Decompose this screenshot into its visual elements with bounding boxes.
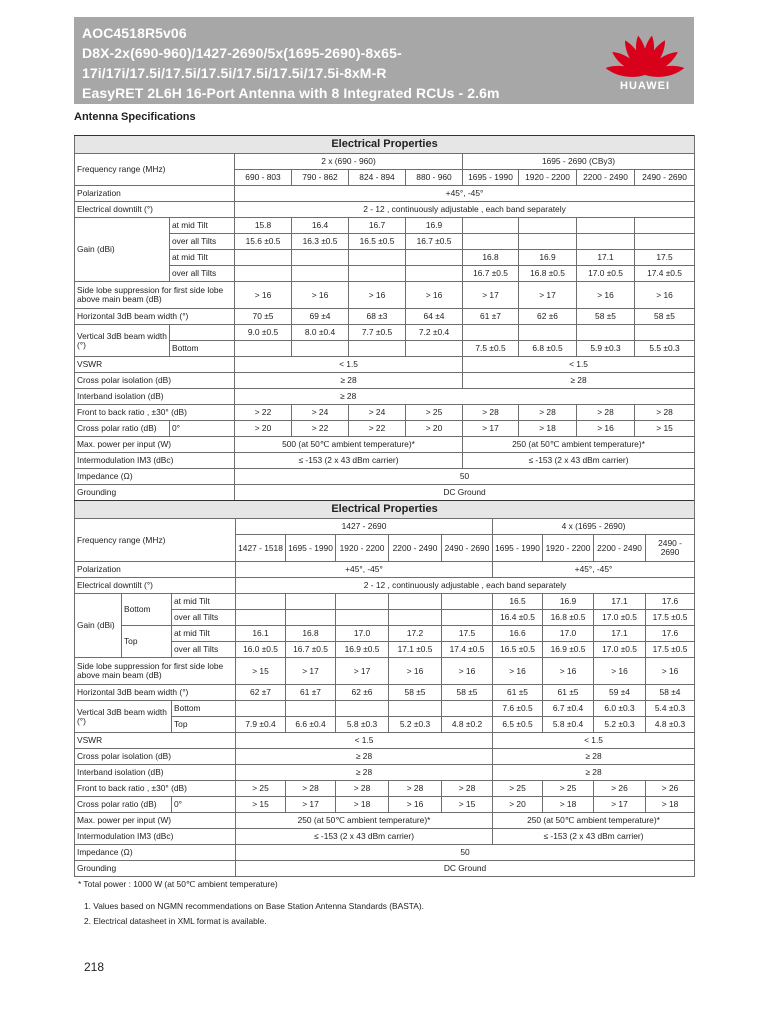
cell: > 16	[493, 658, 543, 685]
band-header: 2490 - 2690	[646, 535, 695, 562]
cell: 16.9	[519, 250, 577, 266]
cell: > 16	[646, 658, 695, 685]
cell: 16.7	[349, 218, 406, 234]
impedance-label: Impedance (Ω)	[75, 845, 236, 861]
cell: > 17	[463, 421, 519, 437]
band-header: 2490 - 2690	[442, 535, 493, 562]
cell: > 16	[406, 282, 463, 309]
cell: 17.1	[594, 626, 646, 642]
band-header: 2490 - 2690	[635, 170, 695, 186]
cell: 50	[235, 469, 695, 485]
band-header: 1920 - 2200	[543, 535, 594, 562]
total-power-footnote: * Total power : 1000 W (at 50℃ ambient temperature)	[78, 879, 278, 889]
cell: > 18	[519, 421, 577, 437]
gain-all-tilts-label: over all Tilts	[170, 266, 235, 282]
cell: 58 ±5	[577, 309, 635, 325]
impedance-label: Impedance (Ω)	[75, 469, 235, 485]
band-header: 1427 - 1518	[236, 535, 286, 562]
grounding-label: Grounding	[75, 485, 235, 501]
cell: 2 - 12 , continuously adjustable , each band separately	[236, 578, 695, 594]
cell: 58 ±5	[635, 309, 695, 325]
cell	[336, 610, 389, 626]
cell: 17.1 ±0.5	[389, 642, 442, 658]
cell: 17.6	[646, 594, 695, 610]
cell: > 16	[442, 658, 493, 685]
cell: ≥ 28	[493, 749, 695, 765]
cell: 17.5	[442, 626, 493, 642]
cell	[292, 250, 349, 266]
cell	[406, 266, 463, 282]
cell: 6.6 ±0.4	[286, 717, 336, 733]
cell: > 17	[336, 658, 389, 685]
polarization-label: Polarization	[75, 186, 235, 202]
cell: ≤ -153 (2 x 43 dBm carrier)	[235, 453, 463, 469]
freq-label: Frequency range (MHz)	[75, 154, 235, 186]
cell	[235, 341, 292, 357]
vbw-bottom-label: Bottom	[172, 701, 236, 717]
band-header: 2200 - 2490	[577, 170, 635, 186]
cell	[635, 218, 695, 234]
cell: > 15	[635, 421, 695, 437]
cell: 500 (at 50℃ ambient temperature)*	[235, 437, 463, 453]
cell	[349, 341, 406, 357]
cell: +45°, -45°	[236, 562, 493, 578]
cell: > 28	[519, 405, 577, 421]
polarization-value: +45°, -45°	[235, 186, 695, 202]
cell: 5.8 ±0.4	[543, 717, 594, 733]
band-header: 1695 - 1990	[493, 535, 543, 562]
cell: 5.9 ±0.3	[577, 341, 635, 357]
brand-wordmark: HUAWEI	[620, 80, 670, 92]
cell: 16.8 ±0.5	[519, 266, 577, 282]
vbw-top-label: Top	[172, 717, 236, 733]
cross-polar-isolation-label: Cross polar isolation (dB)	[75, 373, 235, 389]
cell: 250 (at 50℃ ambient temperature)*	[463, 437, 695, 453]
section-title: Antenna Specifications	[74, 111, 196, 123]
cell: 16.9	[543, 594, 594, 610]
cell: ≥ 28	[236, 749, 493, 765]
cell: 16.9 ±0.5	[543, 642, 594, 658]
vbw-label: Vertical 3dB beam width (°)	[75, 701, 172, 733]
vswr-label: VSWR	[75, 733, 236, 749]
cell	[519, 325, 577, 341]
band-header: 1695 - 1990	[463, 170, 519, 186]
cell	[635, 325, 695, 341]
band-group-b: 4 x (1695 - 2690)	[493, 519, 695, 535]
cell	[577, 218, 635, 234]
gain-label: Gain (dBi)	[75, 218, 170, 282]
cell	[463, 218, 519, 234]
cell	[389, 594, 442, 610]
cell: 7.5 ±0.5	[463, 341, 519, 357]
cell	[519, 218, 577, 234]
cell: 5.2 ±0.3	[389, 717, 442, 733]
cell: 0°	[170, 421, 235, 437]
page-number: 218	[84, 960, 105, 974]
gain-all-tilts-label: over all Tilts	[172, 642, 236, 658]
cell: ≤ -153 (2 x 43 dBm carrier)	[493, 829, 695, 845]
cell: > 22	[292, 421, 349, 437]
cross-polar-isolation-label: Cross polar isolation (dB)	[75, 749, 236, 765]
cell: > 25	[543, 781, 594, 797]
gain-mid-tilt-label: at mid Tilt	[172, 626, 236, 642]
cell: > 16	[389, 797, 442, 813]
cell: 16.4 ±0.5	[493, 610, 543, 626]
huawei-petals-icon	[602, 31, 688, 79]
cell: ≥ 28	[235, 389, 695, 405]
gain-all-tilts-label: over all Tilts	[170, 234, 235, 250]
cell	[463, 234, 519, 250]
cell: 15.6 ±0.5	[235, 234, 292, 250]
cell	[235, 250, 292, 266]
cell: 17.0 ±0.5	[577, 266, 635, 282]
cell: 58 ±5	[442, 685, 493, 701]
max-power-label: Max. power per input (W)	[75, 813, 236, 829]
cell: 61 ±5	[493, 685, 543, 701]
cell	[236, 594, 286, 610]
cell	[349, 266, 406, 282]
cell: 16.4	[292, 218, 349, 234]
cell: 250 (at 50℃ ambient temperature)*	[236, 813, 493, 829]
gain-all-tilts-label: over all Tilts	[172, 610, 236, 626]
cell: 16.7 ±0.5	[286, 642, 336, 658]
cell: > 16	[635, 282, 695, 309]
vswr-label: VSWR	[75, 357, 235, 373]
interband-isolation-label: Interband isolation (dB)	[75, 765, 236, 781]
hbw-label: Horizontal 3dB beam width (°)	[75, 309, 235, 325]
gain-mid-tilt-label: at mid Tilt	[170, 250, 235, 266]
front-to-back-label: Front to back ratio , ±30° (dB)	[75, 781, 236, 797]
cell: 16.8	[286, 626, 336, 642]
cell: 16.5 ±0.5	[349, 234, 406, 250]
cell: > 16	[389, 658, 442, 685]
cell: > 15	[442, 797, 493, 813]
hbw-label: Horizontal 3dB beam width (°)	[75, 685, 236, 701]
gain-bottom-label: Bottom	[122, 594, 172, 626]
cell: > 17	[286, 797, 336, 813]
cell: 5.8 ±0.3	[336, 717, 389, 733]
cell: 16.9	[406, 218, 463, 234]
band-header: 1920 - 2200	[336, 535, 389, 562]
cell: 16.5	[493, 594, 543, 610]
cell	[286, 610, 336, 626]
gain-mid-tilt-label: at mid Tilt	[172, 594, 236, 610]
cell: > 25	[236, 781, 286, 797]
cell: 17.0	[336, 626, 389, 642]
cell: 61 ±7	[463, 309, 519, 325]
cell: > 18	[336, 797, 389, 813]
cell: > 16	[349, 282, 406, 309]
cell	[519, 234, 577, 250]
im3-label: Intermodulation IM3 (dBc)	[75, 453, 235, 469]
cell: > 18	[543, 797, 594, 813]
cell: ≤ -153 (2 x 43 dBm carrier)	[236, 829, 493, 845]
cell: > 28	[577, 405, 635, 421]
freq-label: Frequency range (MHz)	[75, 519, 236, 562]
grounding-label: Grounding	[75, 861, 236, 877]
cell	[463, 325, 519, 341]
cell: 6.0 ±0.3	[594, 701, 646, 717]
cell: ≥ 28	[463, 373, 695, 389]
cell	[406, 250, 463, 266]
cell: 16.6	[493, 626, 543, 642]
huawei-logo	[602, 31, 688, 93]
cell: 5.5 ±0.3	[635, 341, 695, 357]
cell: 17.5 ±0.5	[646, 610, 695, 626]
cell: > 28	[463, 405, 519, 421]
cell: 0°	[172, 797, 236, 813]
cell: 61 ±7	[286, 685, 336, 701]
cell: > 17	[594, 797, 646, 813]
cell	[349, 250, 406, 266]
electrical-properties-table-2	[74, 500, 695, 877]
band-header: 690 - 803	[235, 170, 292, 186]
cell: > 28	[286, 781, 336, 797]
cell: < 1.5	[235, 357, 463, 373]
cell: 64 ±4	[406, 309, 463, 325]
cell	[292, 341, 349, 357]
cell	[336, 701, 389, 717]
cell: > 15	[236, 797, 286, 813]
band-header: 880 - 960	[406, 170, 463, 186]
cell: 68 ±3	[349, 309, 406, 325]
cell: > 28	[336, 781, 389, 797]
cell: 7.7 ±0.5	[349, 325, 406, 341]
table-title: Electrical Properties	[75, 501, 695, 519]
cell: 8.0 ±0.4	[292, 325, 349, 341]
polarization-label: Polarization	[75, 562, 236, 578]
cell: 7.9 ±0.4	[236, 717, 286, 733]
cell: > 20	[235, 421, 292, 437]
cell: > 24	[349, 405, 406, 421]
cell	[336, 594, 389, 610]
cell: > 15	[236, 658, 286, 685]
cell	[389, 701, 442, 717]
cell: DC Ground	[235, 485, 695, 501]
cell: > 16	[577, 282, 635, 309]
cell: 62 ±7	[236, 685, 286, 701]
cell: 6.8 ±0.5	[519, 341, 577, 357]
cell: 16.0 ±0.5	[236, 642, 286, 658]
cell: DC Ground	[236, 861, 695, 877]
cell: 62 ±6	[519, 309, 577, 325]
cell: 17.0 ±0.5	[594, 610, 646, 626]
cell: 62 ±6	[336, 685, 389, 701]
cell: > 25	[406, 405, 463, 421]
cell	[236, 701, 286, 717]
cell: > 20	[493, 797, 543, 813]
cell	[406, 341, 463, 357]
band-group-a: 2 x (690 - 960)	[235, 154, 463, 170]
model-number: AOC4518R5v06	[82, 25, 187, 41]
cross-polar-ratio-label: Cross polar ratio (dB)	[75, 421, 170, 437]
band-header: 790 - 862	[292, 170, 349, 186]
cell	[235, 266, 292, 282]
cell: 17.6	[646, 626, 695, 642]
band-group-b: 1695 - 2690 (CBy3)	[463, 154, 695, 170]
band-group-a: 1427 - 2690	[236, 519, 493, 535]
cell: > 16	[292, 282, 349, 309]
cell: 7.2 ±0.4	[406, 325, 463, 341]
cell: 7.6 ±0.5	[493, 701, 543, 717]
cell: +45°, -45°	[493, 562, 695, 578]
cell: > 18	[646, 797, 695, 813]
cell: > 28	[442, 781, 493, 797]
vbw-bottom-label: Bottom	[170, 341, 235, 357]
cell: 250 (at 50℃ ambient temperature)*	[493, 813, 695, 829]
sidelobe-label: Side lobe suppression for first side lobe above main beam (dB)	[75, 658, 236, 685]
cell: ≤ -153 (2 x 43 dBm carrier)	[463, 453, 695, 469]
cell: > 26	[646, 781, 695, 797]
band-header: 1695 - 1990	[286, 535, 336, 562]
max-power-label: Max. power per input (W)	[75, 437, 235, 453]
cell: < 1.5	[493, 733, 695, 749]
cross-polar-ratio-label: Cross polar ratio (dB)	[75, 797, 172, 813]
cell: > 17	[463, 282, 519, 309]
model-spec-line-2: 17i/17i/17.5i/17.5i/17.5i/17.5i/17.5i/17.5i-8xM-R	[82, 65, 387, 81]
band-header: 2200 - 2490	[389, 535, 442, 562]
interband-isolation-label: Interband isolation (dB)	[75, 389, 235, 405]
cell: > 28	[635, 405, 695, 421]
cell: 9.0 ±0.5	[235, 325, 292, 341]
product-description: EasyRET 2L6H 16-Port Antenna with 8 Integrated RCUs - 2.6m	[82, 85, 500, 101]
cell: > 25	[493, 781, 543, 797]
cell: 59 ±4	[594, 685, 646, 701]
cell: 15.8	[235, 218, 292, 234]
cell: 17.1	[577, 250, 635, 266]
cell	[286, 701, 336, 717]
electrical-properties-table-1	[74, 135, 695, 501]
cell: 16.5 ±0.5	[493, 642, 543, 658]
cell	[292, 266, 349, 282]
cell	[577, 234, 635, 250]
band-header: 2200 - 2490	[594, 535, 646, 562]
cell	[170, 325, 235, 341]
gain-label: Gain (dBi)	[75, 594, 122, 658]
cell: 50	[236, 845, 695, 861]
cell: 17.2	[389, 626, 442, 642]
cell: 16.9 ±0.5	[336, 642, 389, 658]
cell: 16.8 ±0.5	[543, 610, 594, 626]
cell: < 1.5	[463, 357, 695, 373]
sidelobe-label: Side lobe suppression for first side lobe above main beam (dB)	[75, 282, 235, 309]
cell: > 16	[577, 421, 635, 437]
cell: 17.0	[543, 626, 594, 642]
cell: > 17	[519, 282, 577, 309]
cell: 5.2 ±0.3	[594, 717, 646, 733]
vbw-label: Vertical 3dB beam width (°)	[75, 325, 170, 357]
cell: 16.8	[463, 250, 519, 266]
band-header: 824 - 894	[349, 170, 406, 186]
cell	[442, 701, 493, 717]
cell: ≥ 28	[236, 765, 493, 781]
cell: ≥ 28	[235, 373, 463, 389]
cell: 17.4 ±0.5	[635, 266, 695, 282]
downtilt-label: Electrical downtilt (°)	[75, 578, 236, 594]
cell: 61 ±5	[543, 685, 594, 701]
cell: > 22	[235, 405, 292, 421]
cell	[389, 610, 442, 626]
cell	[442, 610, 493, 626]
cell: 16.7 ±0.5	[463, 266, 519, 282]
cell: 58 ±4	[646, 685, 695, 701]
front-to-back-label: Front to back ratio , ±30° (dB)	[75, 405, 235, 421]
cell: 17.0 ±0.5	[594, 642, 646, 658]
cell: 16.7 ±0.5	[406, 234, 463, 250]
cell: 70 ±5	[235, 309, 292, 325]
cell: > 22	[349, 421, 406, 437]
cell: > 28	[389, 781, 442, 797]
gain-top-label: Top	[122, 626, 172, 658]
cell: 58 ±5	[389, 685, 442, 701]
cell: 17.5 ±0.5	[646, 642, 695, 658]
cell	[286, 594, 336, 610]
cell: 4.8 ±0.2	[442, 717, 493, 733]
cell: 69 ±4	[292, 309, 349, 325]
note-2: 2. Electrical datasheet in XML format is available.	[84, 916, 267, 926]
cell	[635, 234, 695, 250]
cell: > 16	[594, 658, 646, 685]
cell	[236, 610, 286, 626]
cell: 17.4 ±0.5	[442, 642, 493, 658]
cell: ≥ 28	[493, 765, 695, 781]
cell: > 16	[235, 282, 292, 309]
cell: > 24	[292, 405, 349, 421]
cell: 6.7 ±0.4	[543, 701, 594, 717]
cell: > 16	[543, 658, 594, 685]
downtilt-label: Electrical downtilt (°)	[75, 202, 235, 218]
table-title: Electrical Properties	[75, 136, 695, 154]
cell: 16.3 ±0.5	[292, 234, 349, 250]
gain-mid-tilt-label: at mid Tilt	[170, 218, 235, 234]
cell: 6.5 ±0.5	[493, 717, 543, 733]
note-1: 1. Values based on NGMN recommendations on Base Station Antenna Standards (BASTA).	[84, 901, 424, 911]
cell: > 20	[406, 421, 463, 437]
cell: 16.1	[236, 626, 286, 642]
cell: 4.8 ±0.3	[646, 717, 695, 733]
model-spec-line-1: D8X-2x(690-960)/1427-2690/5x(1695-2690)-8x65-	[82, 45, 402, 61]
cell	[577, 325, 635, 341]
band-header: 1920 - 2200	[519, 170, 577, 186]
downtilt-value: 2 - 12 , continuously adjustable , each band separately	[235, 202, 695, 218]
cell: > 17	[286, 658, 336, 685]
cell: > 26	[594, 781, 646, 797]
cell: 17.1	[594, 594, 646, 610]
cell: 17.5	[635, 250, 695, 266]
cell	[442, 594, 493, 610]
cell: 5.4 ±0.3	[646, 701, 695, 717]
im3-label: Intermodulation IM3 (dBc)	[75, 829, 236, 845]
datasheet-header	[74, 17, 694, 104]
cell: < 1.5	[236, 733, 493, 749]
